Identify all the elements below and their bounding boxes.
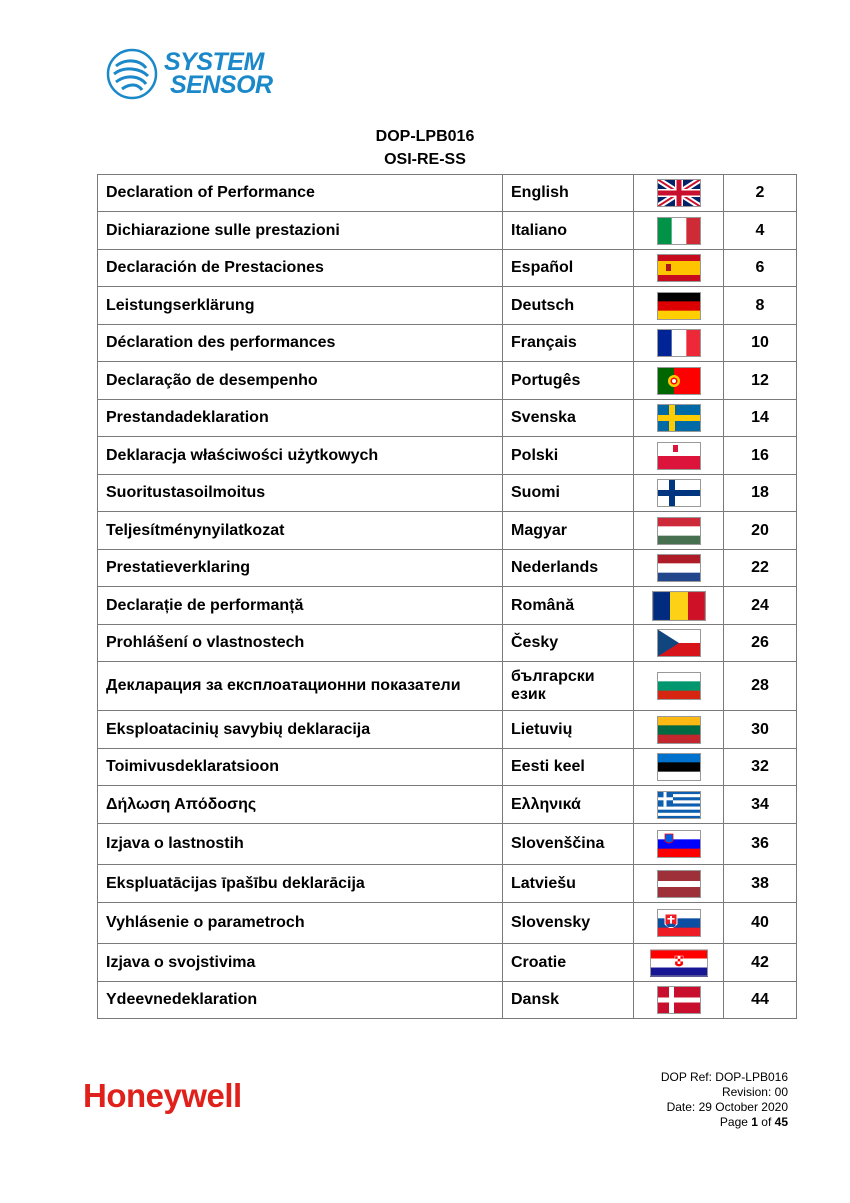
language-name: English	[503, 175, 634, 212]
language-name: Dansk	[503, 982, 634, 1019]
page-number: 34	[724, 786, 797, 824]
total-pages: 45	[774, 1115, 788, 1129]
page-number: 20	[724, 512, 797, 550]
language-name: Italiano	[503, 212, 634, 250]
table-row	[98, 212, 797, 250]
declaration-title: Prestatieverklaring	[98, 550, 503, 587]
greece-flag-icon	[657, 791, 701, 819]
page-number: 4	[724, 212, 797, 250]
declaration-title: Izjava o lastnostih	[98, 824, 503, 865]
language-name: Eesti keel	[503, 749, 634, 786]
language-name: Español	[503, 250, 634, 287]
brand-line-1: SYSTEM	[164, 48, 264, 76]
uk-flag-icon	[657, 179, 701, 207]
flag-cell	[634, 212, 724, 250]
flag-cell	[634, 512, 724, 550]
netherlands-flag-icon	[657, 554, 701, 582]
page-number: 2	[724, 175, 797, 212]
language-index-table	[97, 174, 797, 1019]
croatia-flag-icon	[650, 949, 708, 977]
sweden-flag-icon	[657, 404, 701, 432]
brand-line-2: SENSOR	[170, 71, 273, 99]
product-model: OSI-RE-SS	[384, 151, 466, 168]
system-sensor-logo	[106, 48, 306, 104]
page-number: 22	[724, 550, 797, 587]
declaration-title: Izjava o svojstivima	[98, 944, 503, 982]
system-sensor-wordmark	[164, 48, 273, 99]
language-name: Magyar	[503, 512, 634, 550]
table-row	[98, 400, 797, 437]
spain-flag-icon	[657, 254, 701, 282]
flag-cell	[634, 903, 724, 944]
table-row	[98, 475, 797, 512]
declaration-title: Leistungserklärung	[98, 287, 503, 325]
table-row	[98, 587, 797, 625]
page-number: 8	[724, 287, 797, 325]
declaration-title: Teljesítménynyilatkozat	[98, 512, 503, 550]
language-name: Ελληνικά	[503, 786, 634, 824]
page-number: 24	[724, 587, 797, 625]
declaration-title: Declaração de desempenho	[98, 362, 503, 400]
table-row	[98, 749, 797, 786]
table-row	[98, 175, 797, 212]
finland-flag-icon	[657, 479, 701, 507]
flag-cell	[634, 824, 724, 865]
page-number: 12	[724, 362, 797, 400]
flag-cell	[634, 944, 724, 982]
page-number: 32	[724, 749, 797, 786]
declaration-title: Dichiarazione sulle prestazioni	[98, 212, 503, 250]
flag-cell	[634, 175, 724, 212]
germany-flag-icon	[657, 292, 701, 320]
page-number: 14	[724, 400, 797, 437]
table-row	[98, 512, 797, 550]
current-page: 1	[751, 1115, 758, 1129]
page-number: 30	[724, 711, 797, 749]
flag-cell	[634, 786, 724, 824]
page-number: 16	[724, 437, 797, 475]
declaration-title: Toimivusdeklaratsioon	[98, 749, 503, 786]
flag-cell	[634, 362, 724, 400]
flag-cell	[634, 400, 724, 437]
lithuania-flag-icon	[657, 716, 701, 744]
language-name: Česky	[503, 625, 634, 662]
flag-cell	[634, 250, 724, 287]
page-number: 18	[724, 475, 797, 512]
page-number: 44	[724, 982, 797, 1019]
slovenia-flag-icon	[657, 830, 701, 858]
system-sensor-swirl-icon	[106, 48, 158, 100]
language-name: Svenska	[503, 400, 634, 437]
language-name: Latviešu	[503, 865, 634, 903]
table-row	[98, 437, 797, 475]
language-name: български език	[503, 662, 634, 711]
language-name: Slovensky	[503, 903, 634, 944]
flag-cell	[634, 749, 724, 786]
declaration-title: Vyhlásenie o parametroch	[98, 903, 503, 944]
declaration-title: Declaración de Prestaciones	[98, 250, 503, 287]
page-number: 26	[724, 625, 797, 662]
dop-reference: DOP Ref: DOP-LPB016	[660, 1070, 788, 1084]
flag-cell	[634, 587, 724, 625]
declaration-title: Suoritustasoilmoitus	[98, 475, 503, 512]
france-flag-icon	[657, 329, 701, 357]
declaration-title: Deklaracja właściwości użytkowych	[98, 437, 503, 475]
poland-flag-icon	[657, 442, 701, 470]
page-number: 38	[724, 865, 797, 903]
page-number: 40	[724, 903, 797, 944]
hungary-flag-icon	[657, 517, 701, 545]
declaration-title: Декларация за експлоатационни показатели	[98, 662, 503, 711]
declaration-title: Déclaration des performances	[98, 325, 503, 362]
table-row	[98, 824, 797, 865]
table-row	[98, 362, 797, 400]
page-number: 36	[724, 824, 797, 865]
slovakia-flag-icon	[657, 909, 701, 937]
latvia-flag-icon	[657, 870, 701, 898]
table-row	[98, 711, 797, 749]
table-row	[98, 944, 797, 982]
table-row	[98, 662, 797, 711]
language-name: Română	[503, 587, 634, 625]
table-row	[98, 982, 797, 1019]
page-number: 42	[724, 944, 797, 982]
issue-date: Date: 29 October 2020	[666, 1100, 788, 1114]
flag-cell	[634, 982, 724, 1019]
bulgaria-flag-icon	[657, 672, 701, 700]
table-row	[98, 625, 797, 662]
declaration-title: Eksploatacinių savybių deklaracija	[98, 711, 503, 749]
declaration-title: Prohlášení o vlastnostech	[98, 625, 503, 662]
declaration-title: Declaration of Performance	[98, 175, 503, 212]
document-footer	[661, 1070, 788, 1130]
flag-cell	[634, 287, 724, 325]
page-number: 28	[724, 662, 797, 711]
document-id: DOP-LPB016	[375, 128, 475, 145]
table-row	[98, 865, 797, 903]
table-row	[98, 550, 797, 587]
declaration-title: Δήλωση Απόδοσης	[98, 786, 503, 824]
language-name: Portugês	[503, 362, 634, 400]
language-name: Polski	[503, 437, 634, 475]
flag-cell	[634, 325, 724, 362]
table-row	[98, 250, 797, 287]
flag-cell	[634, 662, 724, 711]
page-number: 10	[724, 325, 797, 362]
language-name: Croatie	[503, 944, 634, 982]
honeywell-logo: Honeywell	[83, 1077, 242, 1114]
flag-cell	[634, 437, 724, 475]
flag-cell	[634, 550, 724, 587]
estonia-flag-icon	[657, 753, 701, 781]
revision: Revision: 00	[721, 1085, 788, 1099]
page-indicator: Page 1 of 45	[719, 1115, 788, 1129]
flag-cell	[634, 475, 724, 512]
italy-flag-icon	[657, 217, 701, 245]
flag-cell	[634, 625, 724, 662]
portugal-flag-icon	[657, 367, 701, 395]
romania-flag-icon	[652, 591, 706, 621]
czech-flag-icon	[657, 629, 701, 657]
declaration-title: Prestandadeklaration	[98, 400, 503, 437]
language-name: Lietuvių	[503, 711, 634, 749]
language-name: Suomi	[503, 475, 634, 512]
table-row	[98, 786, 797, 824]
flag-cell	[634, 711, 724, 749]
language-name: Slovenščina	[503, 824, 634, 865]
denmark-flag-icon	[657, 986, 701, 1014]
page-number: 6	[724, 250, 797, 287]
language-name: Nederlands	[503, 550, 634, 587]
table-row	[98, 903, 797, 944]
declaration-title: Ydeevnedeklaration	[98, 982, 503, 1019]
table-row	[98, 325, 797, 362]
language-name: Français	[503, 325, 634, 362]
declaration-title: Declarație de performanță	[98, 587, 503, 625]
language-name: Deutsch	[503, 287, 634, 325]
table-row	[98, 287, 797, 325]
flag-cell	[634, 865, 724, 903]
declaration-title: Ekspluatācijas īpašību deklarācija	[98, 865, 503, 903]
